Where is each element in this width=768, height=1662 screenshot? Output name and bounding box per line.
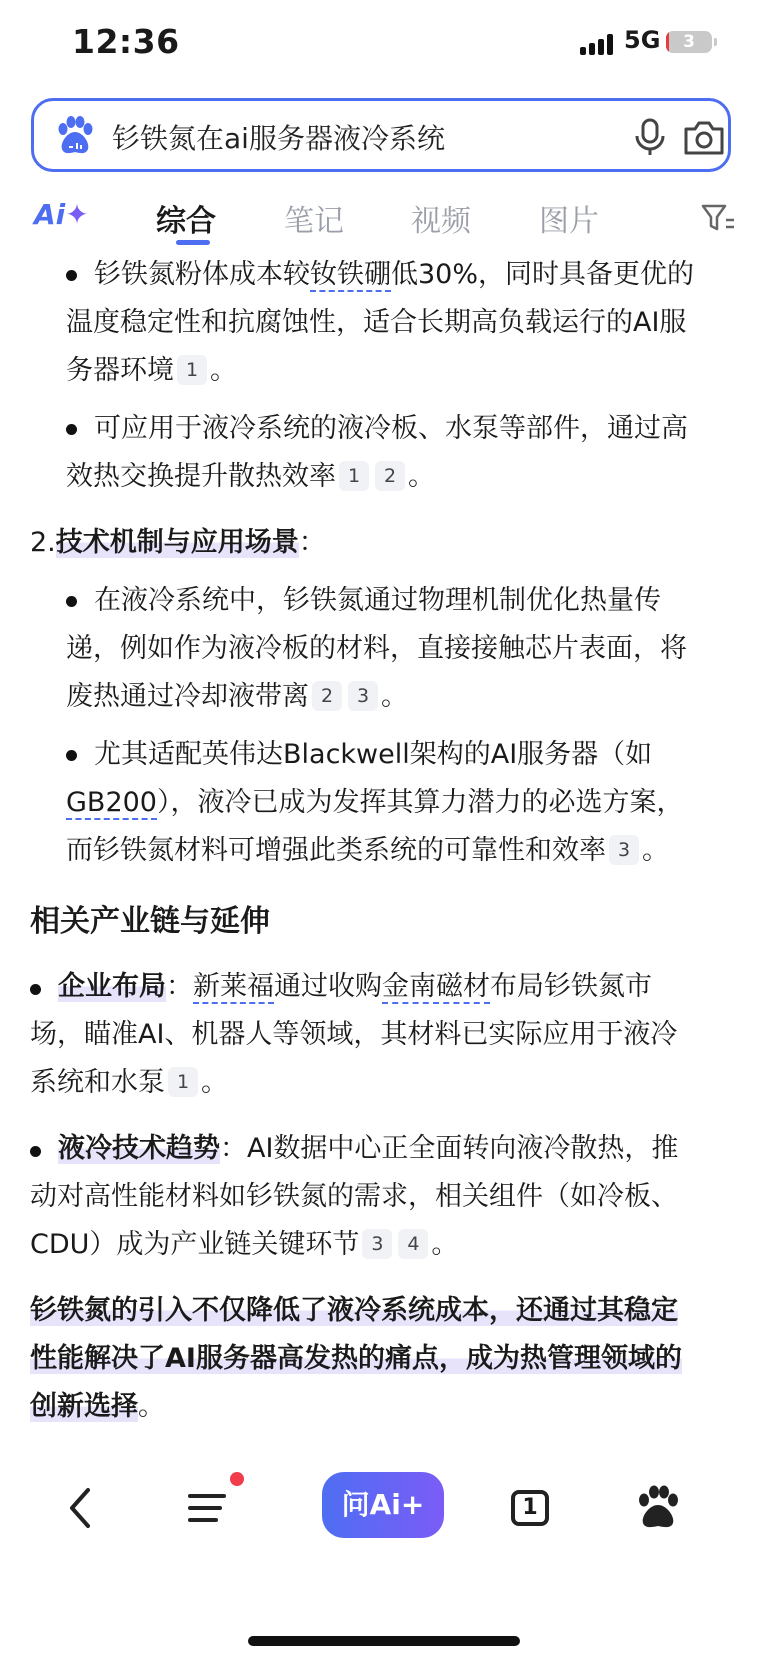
paragraph-line bbox=[66, 826, 669, 876]
menu-icon[interactable] bbox=[180, 1478, 240, 1538]
text: 废热通过冷却液带离 bbox=[66, 681, 309, 712]
paragraph-line bbox=[66, 452, 435, 502]
microphone-icon[interactable] bbox=[630, 117, 670, 157]
paragraph-line bbox=[30, 1058, 228, 1108]
text: CDU）成为产业链关键环节 bbox=[30, 1229, 360, 1260]
summary-text: 创新选择 bbox=[30, 1391, 138, 1422]
tabs-button[interactable] bbox=[500, 1478, 560, 1538]
text: AI数据中心正全面转向液冷散热，推 bbox=[247, 1133, 679, 1164]
paragraph-line bbox=[66, 778, 683, 828]
text: 通过收购 bbox=[274, 971, 382, 1002]
section-number: 2. bbox=[30, 527, 56, 558]
home-indicator bbox=[248, 1636, 520, 1646]
text: 。 bbox=[408, 461, 435, 492]
tab-notes[interactable]: 笔记 bbox=[284, 204, 344, 239]
search-input[interactable]: 钐铁氮在ai服务器液冷系统 bbox=[112, 122, 445, 155]
summary-line bbox=[30, 1286, 678, 1336]
back-icon[interactable] bbox=[52, 1478, 112, 1538]
text: ： bbox=[220, 1133, 247, 1164]
bullet-dot bbox=[66, 596, 77, 607]
paragraph-line bbox=[66, 672, 408, 722]
status-time: 12:36 bbox=[72, 22, 180, 61]
tab-videos[interactable]: 视频 bbox=[411, 204, 471, 239]
citation-badge[interactable]: 1 bbox=[339, 461, 369, 491]
camera-icon[interactable] bbox=[682, 117, 726, 157]
paragraph-line bbox=[58, 962, 652, 1012]
active-tab-indicator bbox=[176, 240, 210, 245]
citation-badge[interactable]: 3 bbox=[362, 1229, 392, 1259]
text: 。 bbox=[642, 835, 669, 866]
paragraph-line: 递，例如作为液冷板的材料，直接接触芯片表面，将 bbox=[66, 633, 687, 664]
citation-badge[interactable]: 3 bbox=[609, 835, 639, 865]
text: 低30%，同时具备更优的 bbox=[391, 259, 695, 290]
tab-images[interactable]: 图片 bbox=[539, 204, 599, 239]
ask-ai-button[interactable]: 问Ai+ bbox=[322, 1472, 444, 1538]
bullet-dot bbox=[30, 984, 41, 995]
paragraph-line: 在液冷系统中，钐铁氮通过物理机制优化热量传 bbox=[94, 585, 661, 616]
bullet-dot bbox=[66, 270, 77, 281]
text: 效热交换提升散热效率 bbox=[66, 461, 336, 492]
paragraph-line bbox=[66, 346, 237, 396]
notification-dot bbox=[230, 1472, 244, 1486]
summary-text: 性能解决了AI服务器高发热的痛点，成为热管理领域的 bbox=[30, 1343, 682, 1374]
section-heading: 相关产业链与延伸 bbox=[30, 904, 270, 939]
bullet-dot bbox=[30, 1146, 41, 1157]
entity-link[interactable]: 钕铁硼 bbox=[310, 259, 391, 290]
battery-cap bbox=[714, 38, 717, 46]
text: 。 bbox=[381, 681, 408, 712]
text: 务器环境 bbox=[66, 355, 174, 386]
battery-level: 3 bbox=[683, 32, 695, 52]
filter-icon[interactable] bbox=[700, 200, 736, 236]
entity-link[interactable]: 新莱福 bbox=[193, 971, 274, 1002]
signal-icon bbox=[580, 33, 618, 55]
citation-badge[interactable]: 1 bbox=[177, 355, 207, 385]
text: ），液冷已成为发挥其算力潜力的必选方案， bbox=[156, 787, 684, 818]
baidu-paw-icon bbox=[54, 115, 96, 157]
text: ： bbox=[166, 971, 193, 1002]
summary-text: 钐铁氮的引入不仅降低了液冷系统成本，还通过其稳定 bbox=[30, 1295, 678, 1326]
citation-badge[interactable]: 2 bbox=[312, 681, 342, 711]
citation-badge[interactable]: 1 bbox=[168, 1067, 198, 1097]
text: 。 bbox=[201, 1067, 228, 1098]
paragraph-line: 动对高性能材料如钐铁氮的需求，相关组件（如冷板、 bbox=[30, 1181, 678, 1212]
summary-line bbox=[30, 1382, 165, 1432]
ai-tab[interactable]: Ai✦ bbox=[34, 198, 89, 231]
text: 而钐铁氮材料可增强此类系统的可靠性和效率 bbox=[66, 835, 606, 866]
citation-badge[interactable]: 2 bbox=[375, 461, 405, 491]
text: 。 bbox=[431, 1229, 459, 1260]
baidu-home-icon[interactable] bbox=[628, 1478, 688, 1538]
paragraph-line bbox=[30, 1220, 458, 1270]
citation-badge[interactable]: 3 bbox=[348, 681, 378, 711]
bullet-dot bbox=[66, 424, 77, 435]
text: 系统和水泵 bbox=[30, 1067, 165, 1098]
paragraph-line bbox=[58, 1124, 678, 1174]
bullet-label: 企业布局 bbox=[58, 971, 166, 1002]
network-type: 5G bbox=[624, 26, 661, 54]
text: 。 bbox=[138, 1391, 165, 1422]
bottom-nav bbox=[0, 1428, 768, 1662]
paragraph-line: 尤其适配英伟达Blackwell架构的AI服务器（如 bbox=[94, 739, 653, 770]
section-title: 技术机制与应用场景 bbox=[55, 527, 299, 558]
tab-bar bbox=[0, 190, 768, 250]
section-heading bbox=[30, 518, 326, 568]
battery-icon bbox=[666, 31, 712, 53]
bullet-dot bbox=[66, 750, 77, 761]
summary-line bbox=[30, 1334, 682, 1384]
tab-count: 1 bbox=[522, 1495, 538, 1520]
paragraph-line: 场，瞄准AI、机器人等领域，其材料已实际应用于液冷 bbox=[30, 1019, 678, 1050]
paragraph-line: 可应用于液冷系统的液冷板、水泵等部件，通过高 bbox=[94, 413, 688, 444]
entity-link[interactable]: GB200 bbox=[66, 787, 157, 818]
entity-link[interactable]: 金南磁材 bbox=[382, 971, 490, 1002]
text: 布局钐铁氮市 bbox=[490, 971, 652, 1002]
status-bar bbox=[0, 0, 768, 88]
bullet-label: 液冷技术趋势 bbox=[58, 1133, 220, 1164]
search-bar[interactable] bbox=[31, 98, 731, 172]
tab-all[interactable]: 综合 bbox=[156, 204, 216, 239]
paragraph-line: 温度稳定性和抗腐蚀性，适合长期高负载运行的AI服 bbox=[66, 307, 687, 338]
text: 。 bbox=[210, 355, 237, 386]
text: ： bbox=[298, 527, 326, 558]
citation-badge[interactable]: 4 bbox=[398, 1229, 428, 1259]
text: 钐铁氮粉体成本较 bbox=[94, 259, 310, 290]
paragraph-line bbox=[94, 250, 694, 300]
